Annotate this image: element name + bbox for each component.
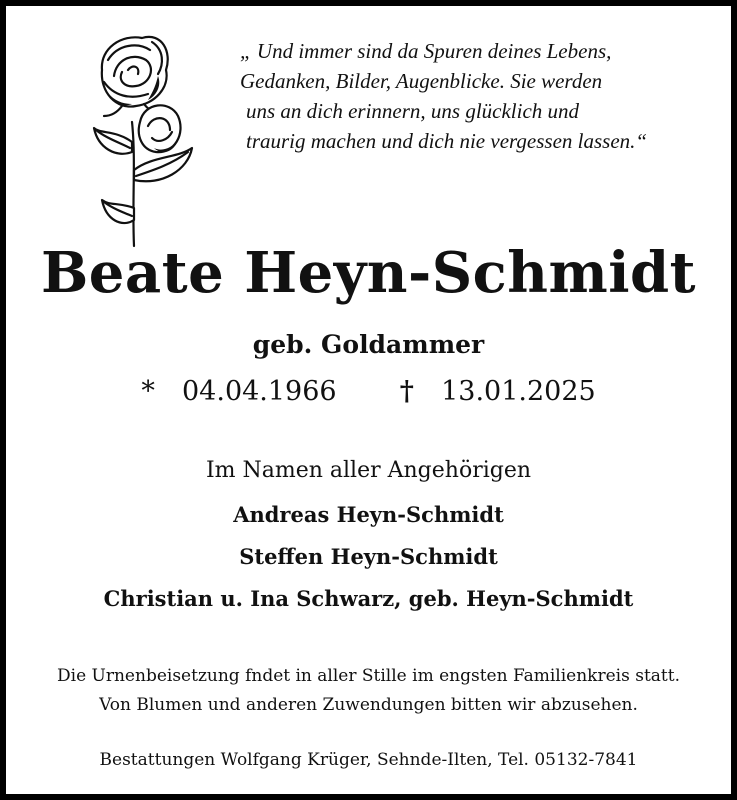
quote-line: Gedanken, Bilder, Augenblicke. Sie werden xyxy=(240,69,603,93)
life-dates xyxy=(0,376,737,407)
mourner-name: Christian u. Ina Schwarz, geb. Heyn-Schmidt xyxy=(103,586,634,611)
mourners-intro: Im Namen aller Angehörigen xyxy=(205,458,532,483)
mourner-name: Andreas Heyn-Schmidt xyxy=(233,502,504,527)
funeral-home: Bestattungen Wolfgang Krüger, Sehnde-Ilten, Tel. 05132-7841 xyxy=(99,750,638,770)
memorial-quote xyxy=(240,36,700,156)
donation-note: Von Blumen und anderen Zuwendungen bitten wir abzusehen. xyxy=(99,695,638,715)
quote-line: uns an dich erinnern, uns glücklich und xyxy=(246,99,580,123)
death-date: 13.01.2025 xyxy=(441,376,596,407)
mourner-name: Steffen Heyn-Schmidt xyxy=(239,544,498,569)
birth-date: 04.04.1966 xyxy=(182,376,337,407)
quote-line: „ Und immer sind da Spuren deines Lebens, xyxy=(240,39,612,63)
burial-note: Die Urnenbeisetzung fndet in aller Stille im engsten Familienkreis statt. xyxy=(57,666,680,686)
birth-symbol: * xyxy=(141,376,155,407)
rose-icon xyxy=(92,30,202,250)
death-symbol: † xyxy=(399,376,414,407)
quote-line: traurig machen und dich nie vergessen lassen.“ xyxy=(246,129,648,153)
deceased-name: Beate Heyn-Schmidt xyxy=(40,240,697,306)
birth-name: geb. Goldammer xyxy=(252,330,485,359)
